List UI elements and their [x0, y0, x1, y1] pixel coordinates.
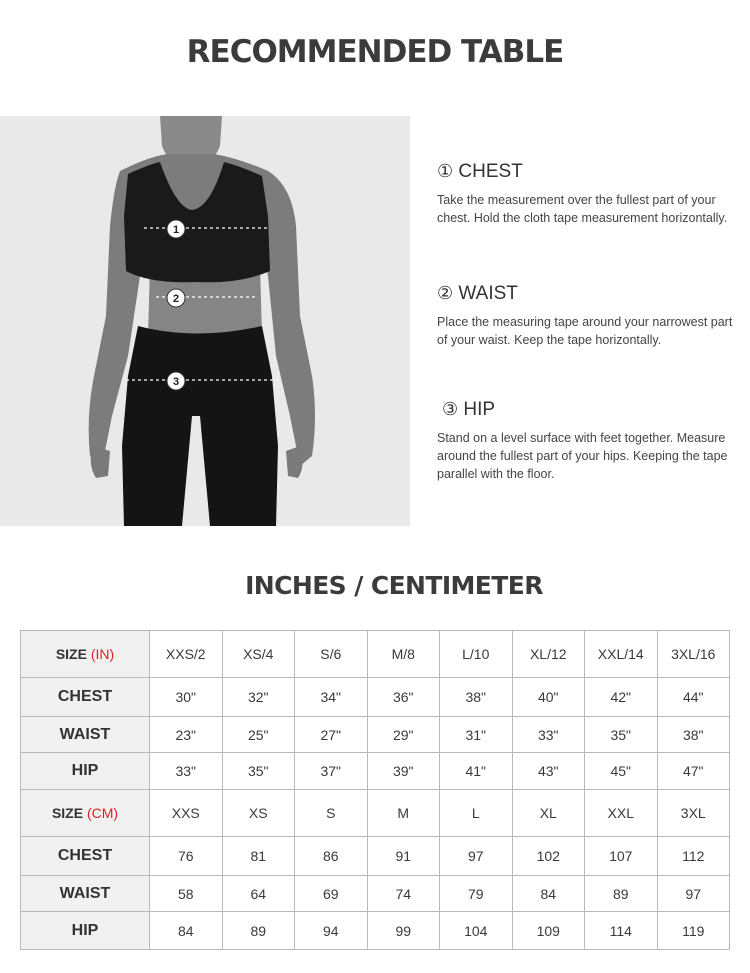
units-subtitle: INCHES / CENTIMETER	[245, 571, 543, 600]
measurement-value: 42"	[585, 678, 658, 717]
measurement-label: CHEST	[21, 678, 150, 717]
chest-guide	[437, 161, 737, 227]
measurement-label: HIP	[21, 912, 150, 950]
measurement-value: 47"	[657, 753, 730, 790]
measurement-value: 25"	[222, 717, 295, 753]
measurement-row	[21, 678, 730, 717]
measurement-value: 107	[585, 837, 658, 876]
measurement-value: 23"	[150, 717, 223, 753]
size-column-header: XL/12	[512, 631, 585, 678]
measurement-row	[21, 876, 730, 912]
measurement-value: 112	[657, 837, 730, 876]
size-column-header: XXS	[150, 790, 223, 837]
measurement-value: 89	[585, 876, 658, 912]
chest-guide-heading	[437, 161, 737, 183]
measurement-value: 104	[440, 912, 513, 950]
measurement-value: 79	[440, 876, 513, 912]
measurement-value: 31"	[440, 717, 513, 753]
measurement-value: 38"	[657, 717, 730, 753]
measurement-label: WAIST	[21, 876, 150, 912]
size-column-header: 3XL/16	[657, 631, 730, 678]
measurement-value: 81	[222, 837, 295, 876]
size-column-header: XXS/2	[150, 631, 223, 678]
size-column-header: XXL	[585, 790, 658, 837]
measurement-value: 37"	[295, 753, 368, 790]
hip-instructions: Stand on a level surface with feet together. Measure around the fullest part of your hips. Keeping the tape parallel with the floor.	[437, 431, 728, 481]
measurement-value: 102	[512, 837, 585, 876]
measurement-value: 32"	[222, 678, 295, 717]
hip-guide	[437, 399, 742, 483]
size-column-header: S	[295, 790, 368, 837]
measurement-row	[21, 717, 730, 753]
measurement-value: 38"	[440, 678, 513, 717]
measurement-value: 91	[367, 837, 440, 876]
model-photo	[0, 116, 410, 526]
size-header-label	[21, 631, 150, 678]
measurement-value: 44"	[657, 678, 730, 717]
waist-marker: 2	[172, 293, 180, 305]
measurement-label: CHEST	[21, 837, 150, 876]
hip-label: HIP	[463, 399, 496, 420]
waist-guide	[437, 283, 737, 349]
size-column-header: S/6	[295, 631, 368, 678]
size-column-header: XL	[512, 790, 585, 837]
waist-guide-heading	[437, 283, 737, 305]
measurement-row	[21, 912, 730, 950]
measurement-value: 74	[367, 876, 440, 912]
page-title: RECOMMENDED TABLE	[186, 34, 564, 70]
measurement-value: 35"	[222, 753, 295, 790]
measurement-value: 45"	[585, 753, 658, 790]
measurement-value: 114	[585, 912, 658, 950]
measurement-value: 94	[295, 912, 368, 950]
unit-label: (CM)	[86, 805, 119, 821]
measurement-row	[21, 837, 730, 876]
measurement-value: 69	[295, 876, 368, 912]
unit-label: (IN)	[90, 646, 115, 662]
size-label: SIZE	[51, 805, 84, 821]
measurement-value: 99	[367, 912, 440, 950]
measurement-value: 36"	[367, 678, 440, 717]
measurement-value: 119	[657, 912, 730, 950]
measurement-label: HIP	[21, 753, 150, 790]
size-column-header: L/10	[440, 631, 513, 678]
size-column-header: M/8	[367, 631, 440, 678]
hip-number: ③	[442, 399, 459, 420]
measurement-value: 34"	[295, 678, 368, 717]
measurement-value: 84	[512, 876, 585, 912]
measurement-value: 97	[440, 837, 513, 876]
measurement-value: 89	[222, 912, 295, 950]
size-column-header: M	[367, 790, 440, 837]
size-column-header: XS/4	[222, 631, 295, 678]
measurement-value: 33"	[150, 753, 223, 790]
size-column-header: L	[440, 790, 513, 837]
measurement-value: 43"	[512, 753, 585, 790]
measurement-value: 58	[150, 876, 223, 912]
size-chart-table	[20, 630, 730, 950]
measurement-value: 27"	[295, 717, 368, 753]
waist-label: WAIST	[458, 283, 518, 304]
measurement-value: 76	[150, 837, 223, 876]
measurement-value: 109	[512, 912, 585, 950]
measurement-value: 33"	[512, 717, 585, 753]
measurement-value: 39"	[367, 753, 440, 790]
size-column-header: 3XL	[657, 790, 730, 837]
model-illustration	[0, 116, 410, 526]
size-header-row	[21, 631, 730, 678]
measurement-value: 29"	[367, 717, 440, 753]
size-label: SIZE	[55, 646, 87, 662]
measurement-value: 41"	[440, 753, 513, 790]
measurement-value: 86	[295, 837, 368, 876]
measurement-value: 30"	[150, 678, 223, 717]
waist-instructions: Place the measuring tape around your narrowest part of your waist. Keep the tape horizontally.	[437, 315, 733, 347]
size-header-label	[21, 790, 150, 837]
chest-number: ①	[437, 161, 454, 182]
chest-marker: 1	[172, 224, 180, 236]
measurement-row	[21, 753, 730, 790]
measurement-value: 84	[150, 912, 223, 950]
size-column-header: XS	[222, 790, 295, 837]
chest-label: CHEST	[458, 161, 523, 182]
size-column-header: XXL/14	[585, 631, 658, 678]
measurement-value: 97	[657, 876, 730, 912]
measurement-value: 40"	[512, 678, 585, 717]
hip-marker: 3	[172, 376, 180, 388]
measurement-value: 35"	[585, 717, 658, 753]
measurement-value: 64	[222, 876, 295, 912]
waist-number: ②	[437, 283, 454, 304]
chest-instructions: Take the measurement over the fullest part of your chest. Hold the cloth tape measurement horizontally.	[437, 193, 728, 225]
hip-guide-heading	[442, 399, 742, 421]
measurement-label: WAIST	[21, 717, 150, 753]
size-header-row	[21, 790, 730, 837]
